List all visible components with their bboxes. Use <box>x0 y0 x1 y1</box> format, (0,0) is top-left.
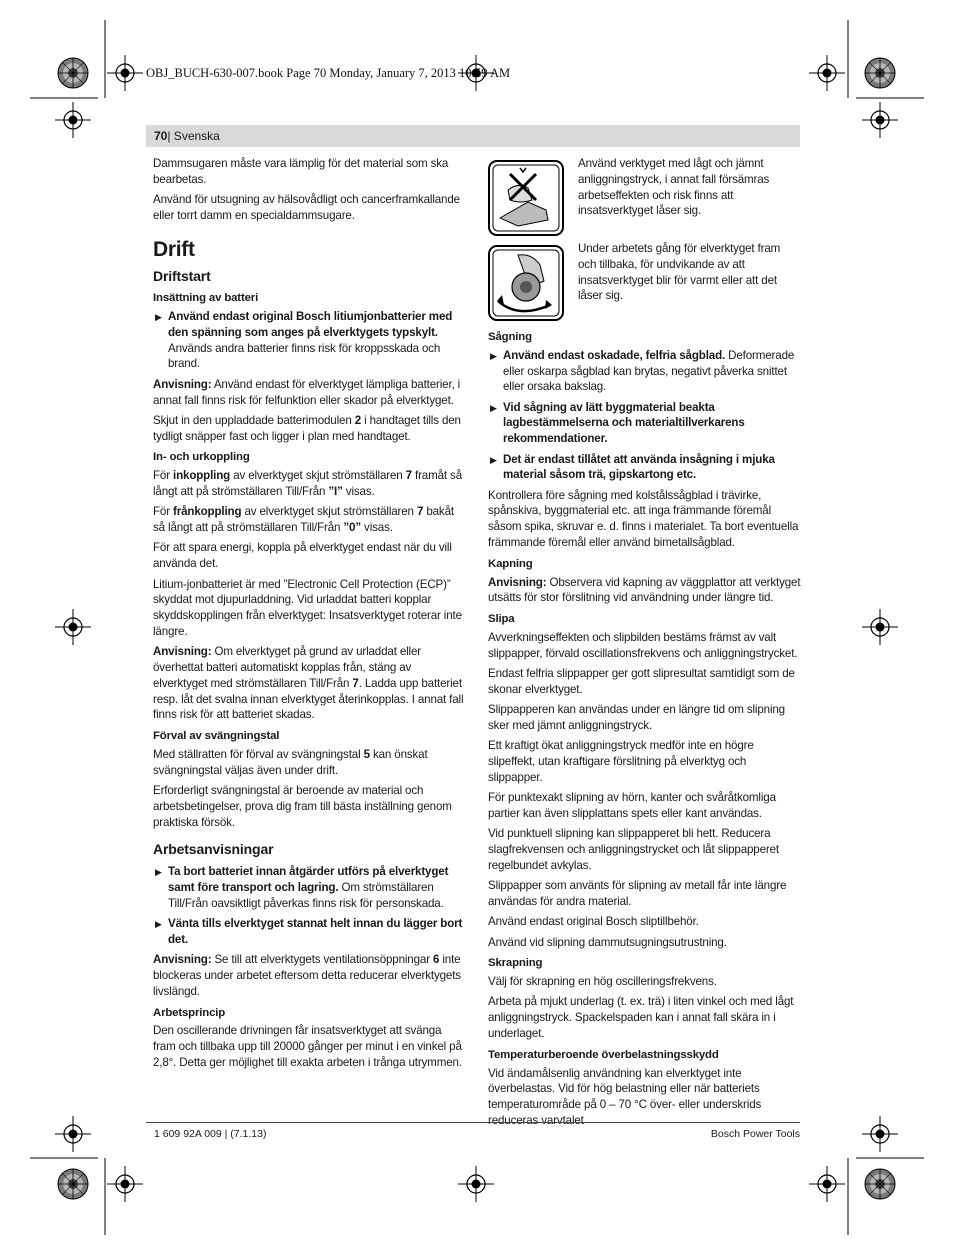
printer-info-line: OBJ_BUCH-630-007.book Page 70 Monday, January 7, 2013 10:59 AM <box>146 66 511 80</box>
heading-sagning: Sågning <box>488 331 532 343</box>
paragraph: För punktexakt slipning av hörn, kanter och svåråtkomliga partier kan även slipplattans spets eller kant användas. <box>488 791 776 821</box>
icon-description: Under arbetets gång för elverktyget fram och tillbaka, för undvikande av att insatsverktyget blir för varmt eller att det låser sig. <box>578 242 781 303</box>
paragraph: Slippapper som använts för slipning av metall får inte längre användas för andra material. <box>488 879 787 908</box>
warning-bullet: ▶ Det är endast tillåtet att använda insågning i mjuka material såsom trä, gipskartong etc. <box>490 452 775 482</box>
paragraph: För frånkoppling av elverktyget skjut strömställaren 7 bakåt så långt att på strömställaren Till/Från ”0” visas. <box>153 505 454 535</box>
paragraph: Litium-jonbatteriet är med ”Electronic Cell Protection (ECP)” skyddat mot djupurladdning. Vid urladdat batteri kopplar skyddskopplingen från elverktyget: Insatsverktyget roterar inte längre. <box>153 577 462 638</box>
paragraph: Med ställratten för förval av svängningstal 5 kan önskat svängningstal väljas även under drift. <box>153 748 428 777</box>
note: Anvisning: Om elverktyget på grund av urladdat eller överhettat batteri automatiskt kopplas från, stäng av elverktyget med strömställaren Till/Från 7. Ladda upp batteriet resp. låt det svalna innan elverktyget återinkopplas. I annat fall finns risk för att batteriet skadas. <box>153 645 464 722</box>
paragraph: För att spara energi, koppla på elverktyget endast när du vill använda det. <box>153 541 452 571</box>
heading-driftstart: Driftstart <box>153 268 211 285</box>
paragraph: Erforderligt svängningstal är beroende av material och arbetsbetingelser, prova dig fram till bästa inställning genom praktiska försök. <box>153 784 452 829</box>
paragraph: Använd endast original Bosch sliptillbehör. <box>488 915 699 929</box>
note: Anvisning: Observera vid kapning av väggplattor att verktyget utsätts för stor förslitning vid användning under längre tid. <box>488 575 801 605</box>
heading-forval: Förval av svängningstal <box>153 730 280 743</box>
bullet-triangle-icon: ▶ <box>155 919 162 930</box>
heading-insattning: Insättning av batteri <box>153 292 259 305</box>
bullet-triangle-icon: ▶ <box>490 454 497 465</box>
paragraph: Kontrollera före sågning med kolstålssågblad i trävirke, spånskiva, byggmaterial etc. att inga främmande föremål såsom spika, skruvar e. d. finns i materialet. Ta bort eventuella främmande föremål eller använd bimetallsågblad. <box>488 488 799 550</box>
heading-drift: Drift <box>153 237 195 261</box>
note: Anvisning: Se till att elverktygets ventilationsöppningar 6 inte blockeras under arbetet eftersom detta reducerar elverktygets livslängd. <box>153 953 461 998</box>
paragraph: Dammsugaren måste vara lämplig för det material som ska bearbetas. <box>153 157 449 186</box>
page-header <box>146 125 800 147</box>
heading-arbetsanvisningar: Arbetsanvisningar <box>153 841 274 858</box>
warning-bullet: ▶ Ta bort batteriet innan åtgärder utförs på elverktyget samt före transport och lagring. Om strömställaren Till/Från oavsiktligt påverkas finns risk för personskada. <box>155 865 449 910</box>
icon-description: Använd verktyget med lågt och jämnt anliggningstryck, i annat fall försämras arbetseffekten och risk finns att insatsverktyget låser sig. <box>578 157 770 218</box>
heading-slipa: Slipa <box>488 613 515 626</box>
brand-footer: Bosch Power Tools <box>710 1128 800 1140</box>
heading-skrapning: Skrapning <box>488 957 543 970</box>
paragraph: Använd vid slipning dammutsugningsutrustning. <box>488 935 727 949</box>
paragraph: Vid punktuell slipning kan slippapperet bli hett. Reducera slagfrekvensen och anliggningstrycket och låt slippapperet regelbundet avkylas. <box>488 827 779 872</box>
page-footer <box>146 1122 800 1140</box>
paragraph: Ett kraftigt ökat anliggningstryck medför inte en högre slipeffekt, utan kraftigare förslitning på elverktyg och slippapper. <box>488 739 754 784</box>
document-code: 1 609 92A 009 | (7.1.13) <box>154 1128 267 1140</box>
section-title: | Svenska <box>167 129 220 143</box>
heading-temperaturskydd: Temperaturberoende överbelastningsskydd <box>488 1048 719 1061</box>
bullet-triangle-icon: ▶ <box>155 867 162 878</box>
paragraph: Slippapperen kan användas under en längre tid om slipning sker med jämnt anliggningstryck. <box>488 703 785 733</box>
heading-kapning: Kapning <box>488 557 533 570</box>
paragraph: Skjut in den uppladdade batterimodulen 2 i handtaget tills den tydligt snäpper fast och ligger i plan med handtaget. <box>153 413 461 443</box>
warning-bullet: ▶ Använd endast original Bosch litiumjonbatterier med den spänning som anges på elverktygets typskylt. Används andra batterier finns risk för kroppsskada och brand. <box>155 310 453 371</box>
paragraph: Arbeta på mjukt underlag (t. ex. trä) i liten vinkel och med lågt anliggningstryck. Spackelspaden kan i annat fall skära in i underlaget. <box>488 995 794 1041</box>
paragraph: Endast felfria slippapper ger gott slipresultat samtidigt som de skonar elverktyget. <box>488 667 795 696</box>
warning-bullet: ▶ Vänta tills elverktyget stannat helt innan du lägger bort det. <box>155 917 463 946</box>
warning-bullet: ▶ Vid sågning av lätt byggmaterial beakta lagbestämmelserna och materialtillverkarens rekommendationer. <box>490 400 745 446</box>
no-high-pressure-icon <box>488 160 564 236</box>
bullet-triangle-icon: ▶ <box>490 402 497 413</box>
right-column <box>488 156 801 1133</box>
paragraph: Välj för skrapning en hög oscilleringsfrekvens. <box>488 975 717 989</box>
paragraph: Avverkningseffekten och slipbilden bestäms främst av valt slippapper, förvald oscillationsfrekvens och anliggningstrycket. <box>488 631 798 660</box>
bullet-triangle-icon: ▶ <box>490 350 497 361</box>
paragraph: Använd för utsugning av hälsovådligt och cancerframkallande eller torrt damm en specialdammsugare. <box>153 193 460 222</box>
left-column <box>153 156 465 1075</box>
heading-in-urkoppling: In- och urkoppling <box>153 451 250 464</box>
page-number: 70 <box>154 129 168 143</box>
pressure-instruction <box>488 156 801 239</box>
paragraph: Vid ändamålsenlig användning kan elverktyget inte överbelastas. Vid för hög belastning eller när batteriets temperaturområde på 0 – 70 °C över- eller underskrids reduceras varvtalet <box>488 1066 762 1128</box>
motion-instruction <box>488 241 801 324</box>
move-back-and-forth-icon <box>488 245 564 321</box>
heading-arbetsprincip: Arbetsprincip <box>153 1006 226 1019</box>
warning-bullet: ▶ Använd endast oskadade, felfria sågblad. Deformerade eller oskarpa sågblad kan brytas, negativt påverka snittet eller orsaka bakslag. <box>490 348 795 394</box>
paragraph: För inkoppling av elverktyget skjut strömställaren 7 framåt så långt att på strömställaren Till/Från ”I” visas. <box>153 469 462 499</box>
bullet-triangle-icon: ▶ <box>155 312 162 323</box>
paragraph: Den oscillerande drivningen får insatsverktyget att svänga fram och tillbaka upp till 20000 gånger per minut i en vinkel på 2,8°. Detta ger möjlighet till exakta arbeten i trånga utrymmen. <box>153 1024 462 1070</box>
note: Anvisning: Använd endast för elverktyget lämpliga batterier, i annat fall finns risk för felfunktion eller skador på elverktyget. <box>153 377 461 407</box>
